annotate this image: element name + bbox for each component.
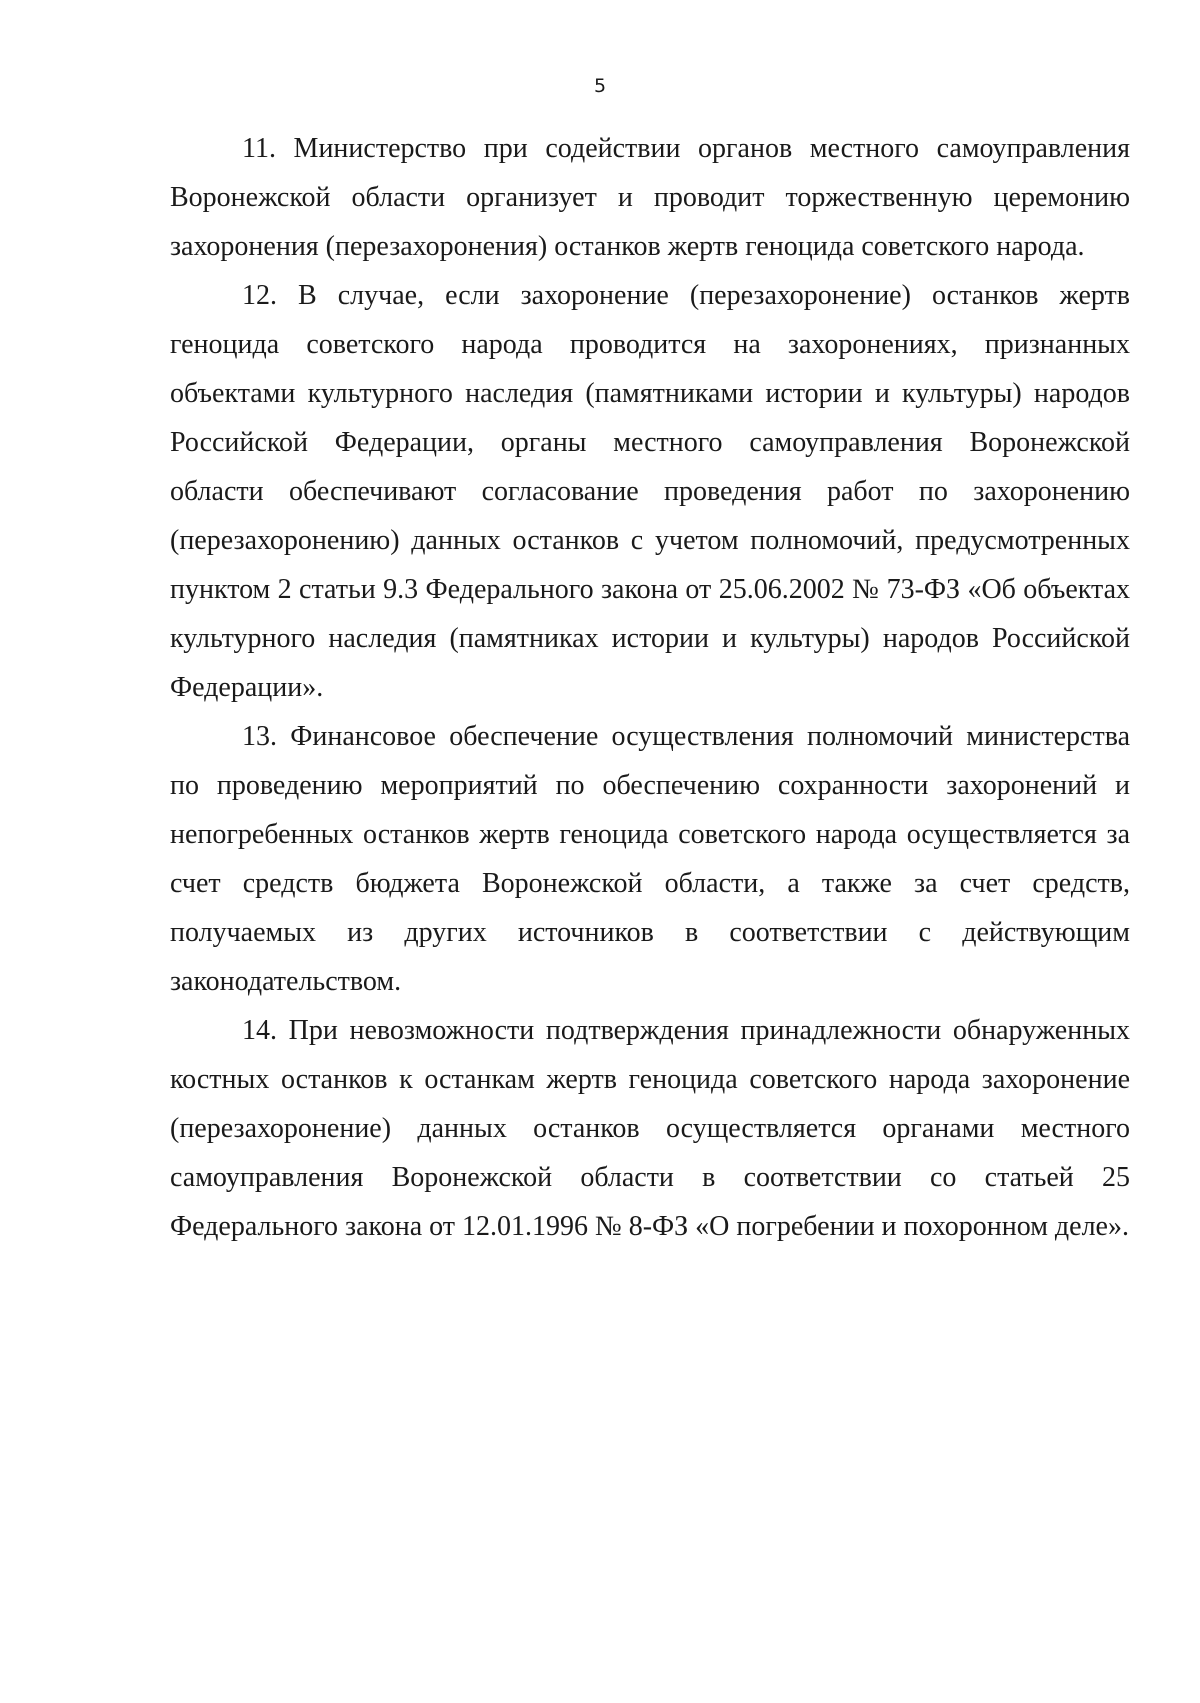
paragraph-12: 12. В случае, если захоронение (перезахоронение) останков жертв геноцида советского народа проводится на захоронениях, признанных объектами культурного наследия (памятниками истории и культуры) народов Российской Федерации, органы местного самоуправления Воронежской области обеспечивают согласование проведения работ по захоронению (перезахоронению) данных останков с учетом полномочий, предусмотренных пунктом 2 статьи 9.3 Федерального закона от 25.06.2002 № 73-ФЗ «Об объектах культурного наследия (памятниках истории и культуры) народов Российской Федерации».	[170, 280, 1130, 703]
page-number: 5	[593, 75, 607, 97]
document-body	[170, 124, 1130, 1251]
paragraph-14: 14. При невозможности подтверждения принадлежности обнаруженных костных останков к останкам жертв геноцида советского народа захоронение (перезахоронение) данных останков осуществляется органами местного самоуправления Воронежской области в соответствии со статьей 25 Федерального закона от 12.01.1996 № 8-ФЗ «О погребении и похоронном деле».	[170, 1015, 1130, 1242]
paragraph-11: 11. Министерство при содействии органов местного самоуправления Воронежской области организует и проводит торжественную церемонию захоронения (перезахоронения) останков жертв геноцида советского народа.	[170, 133, 1130, 262]
paragraph-13: 13. Финансовое обеспечение осуществления полномочий министерства по проведению мероприятий по обеспечению сохранности захоронений и непогребенных останков жертв геноцида советского народа осуществляется за счет средств бюджета Воронежской области, а также за счет средств, получаемых из других источников в соответствии с действующим законодательством.	[170, 721, 1130, 997]
